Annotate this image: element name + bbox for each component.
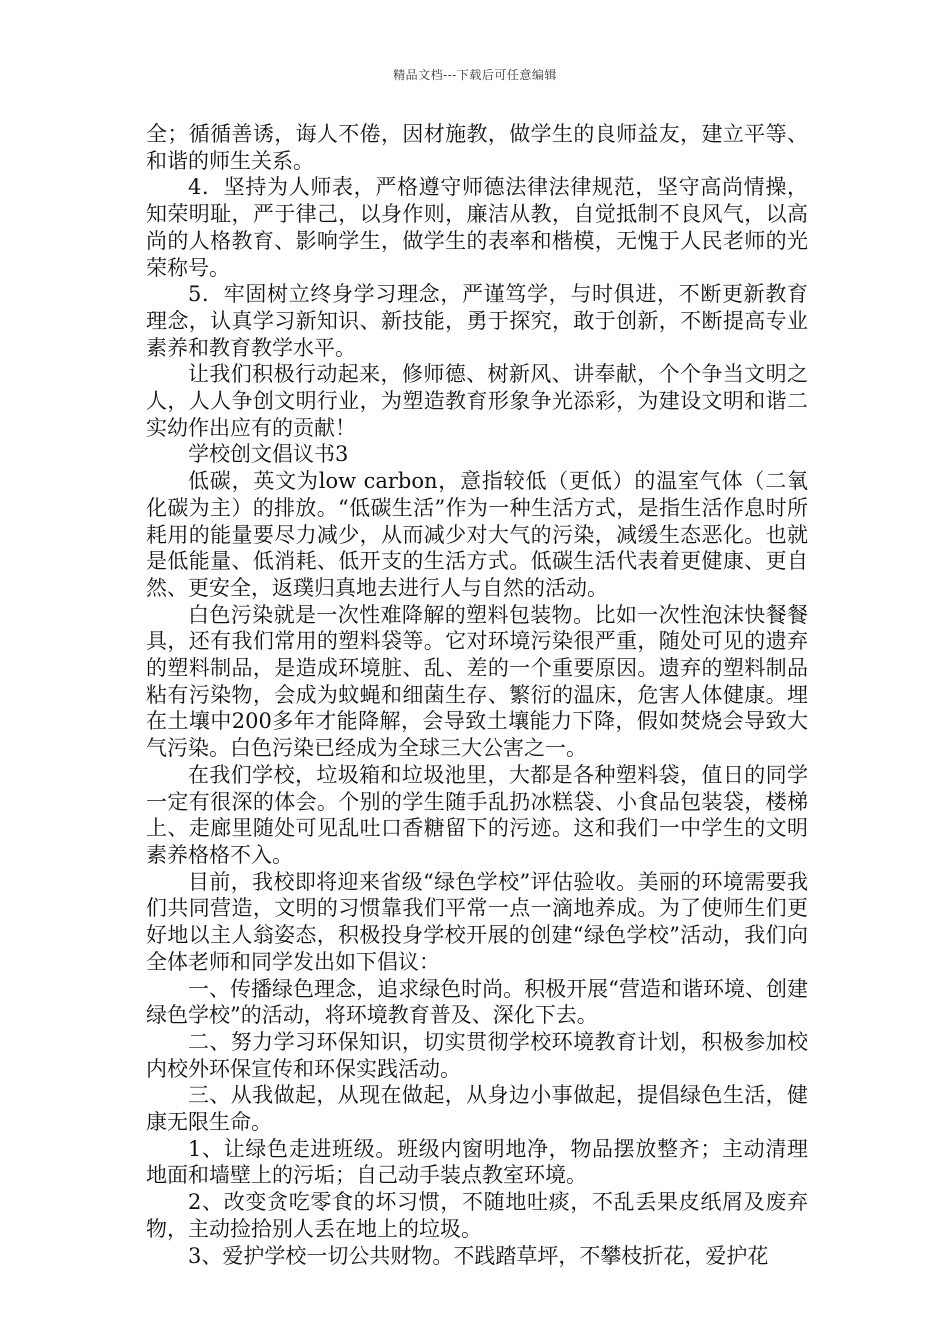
paragraph-3: 5．牢固树立终身学习理念，严谨笃学，与时俱进，不断更新教育理念，认真学习新知识、新技能，勇于探究，敢于创新，不断提高专业素养和教育教学水平。 (146, 282, 808, 360)
paragraph-9: 目前，我校即将迎来省级“绿色学校”评估验收。美丽的环境需要我们共同营造，文明的习惯靠我们平常一点一滴地养成。为了使师生们更好地以主人翁姿态，积极投身学校开展的创建“绿色学校”活动，我们向全体老师和同学发出如下倡议： (146, 869, 808, 974)
paragraph-2: 4．坚持为人师表，严格遵守师德法律法律规范，坚守高尚情操，知荣明耻，严于律己，以身作则，廉洁从教，自觉抵制不良风气，以高尚的人格教育、影响学生，做学生的表率和楷模，无愧于人民老师的光荣称号。 (146, 175, 808, 280)
paragraph-1: 全；循循善诱，诲人不倦，因材施教，做学生的良师益友，建立平等、和谐的师生关系。 (146, 122, 808, 173)
section-title: 学校创文倡议书3 (188, 442, 349, 467)
paragraph-14: 2、改变贪吃零食的坏习惯，不随地吐痰，不乱丢果皮纸屑及废弃物，主动捡拾别人丢在地上的垃圾。 (146, 1190, 808, 1241)
paragraph-10: 一、传播绿色理念，追求绿色时尚。积极开展“营造和谐环境、创建绿色学校”的活动，将环境教育普及、深化下去。 (146, 976, 808, 1028)
paragraph-11: 二、努力学习环保知识，切实贯彻学校环境教育计划，积极参加校内校外环保宣传和环保实践活动。 (146, 1029, 808, 1081)
paragraph-13: 1、让绿色走进班级。班级内窗明地净，物品摆放整齐；主动清理地面和墙壁上的污垢；自己动手装点教室环境。 (146, 1136, 808, 1188)
page-header: 精品文档---下载后可任意编辑 (393, 68, 557, 82)
document-body (146, 121, 808, 1269)
paragraph-7: 白色污染就是一次性难降解的塑料包装物。比如一次性泡沫快餐餐具，还有我们常用的塑料袋等。它对环境污染很严重，随处可见的遗弃的塑料制品，是造成环境脏、乱、差的一个重要原因。遗弃的塑料制品粘有污染物，会成为蚊蝇和细菌生存、繁衍的温床，危害人体健康。埋在土壤中200多年才能降解，会导致土壤能力下降，假如焚烧会导致大气污染。白色污染已经成为全球三大公害之一。 (146, 602, 808, 761)
paragraph-12: 三、从我做起，从现在做起，从身边小事做起，提倡绿色生活，健康无限生命。 (146, 1083, 808, 1135)
paragraph-8: 在我们学校，垃圾箱和垃圾池里，大都是各种塑料袋，值日的同学一定有很深的体会。个别的学生随手乱扔冰糕袋、小食品包装袋，楼梯上、走廊里随处可见乱吐口香糖留下的污迹。这和我们一中学生的文明素养格格不入。 (146, 762, 808, 867)
paragraph-15: 3、爱护学校一切公共财物。不践踏草坪，不攀枝折花，爱护花 (188, 1243, 769, 1268)
paragraph-6: 低碳，英文为low carbon，意指较低（更低）的温室气体（二氧化碳为主）的排放。“低碳生活”作为一种生活方式，是指生活作息时所耗用的能量要尽力减少，从而减少对大气的污染，减缓生态恶化。也就是低能量、低消耗、低开支的生活方式。低碳生活代表着更健康、更自然、更安全，返璞归真地去进行人与自然的活动。 (146, 469, 808, 600)
paragraph-4: 让我们积极行动起来，修师德、树新风、讲奉献，个个争当文明之人，人人争创文明行业，为塑造教育形象争光添彩，为建设文明和谐二实幼作出应有的贡献！ (146, 362, 808, 440)
